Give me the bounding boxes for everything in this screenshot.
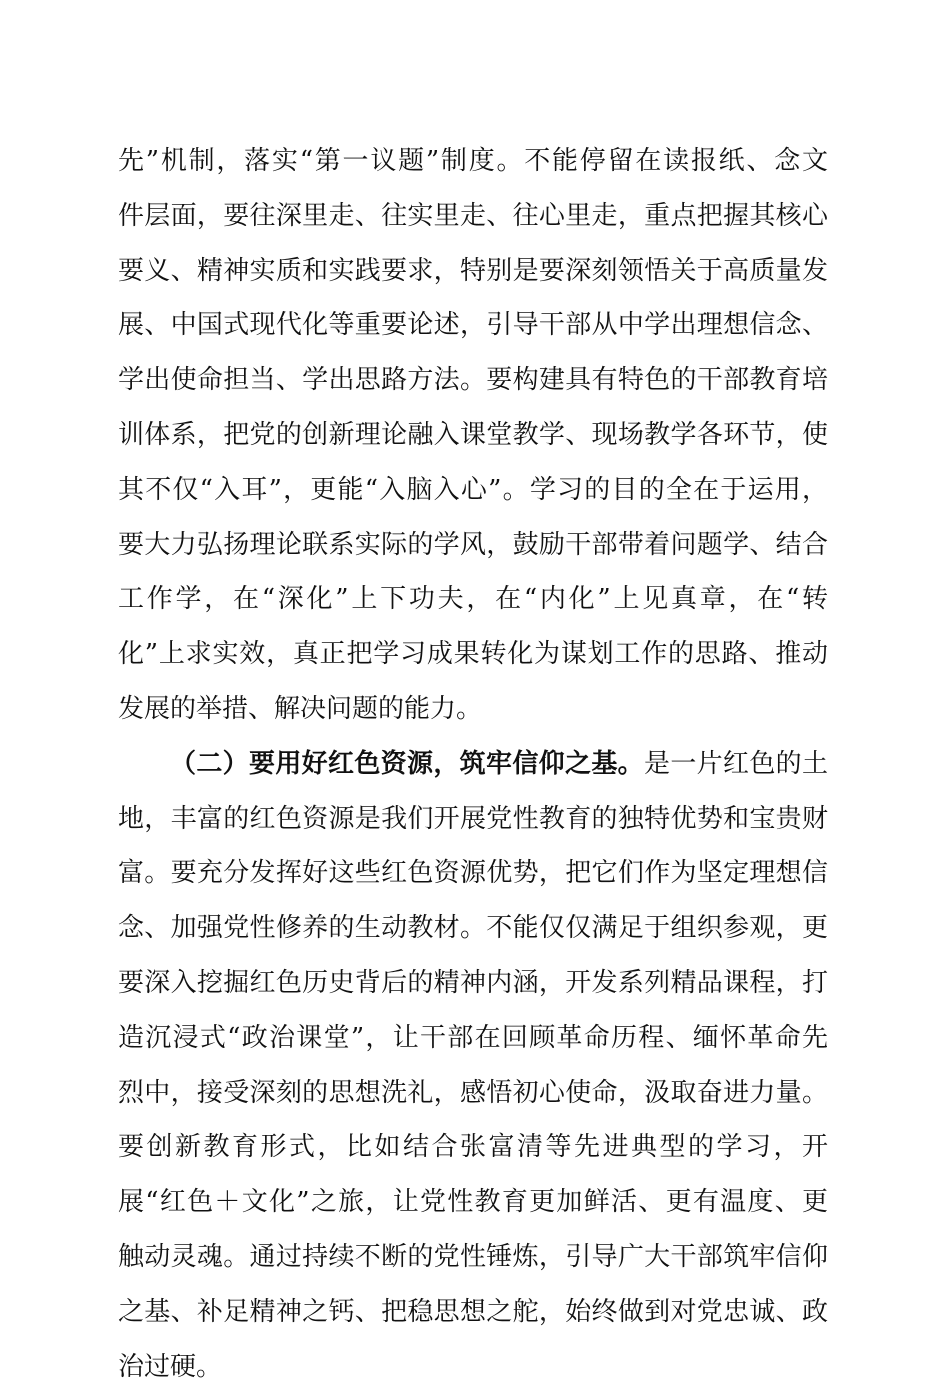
text-line: 之基、补足精神之钙、把稳思想之舵，始终做到对党忠诚、政: [118, 1296, 828, 1327]
text-line: 学出使命担当、学出思路方法。要构建具有特色的干部教育培: [118, 365, 828, 396]
text-line: 件层面，要往深里走、往实里走、往心里走，重点把握其核心: [118, 200, 828, 231]
text-line: 展“红色＋文化”之旅，让党性教育更加鲜活、更有温度、更: [118, 1187, 828, 1218]
text-line: 先”机制，落实“第一议题”制度。不能停留在读报纸、念文: [118, 146, 828, 176]
paragraph-2: [118, 743, 828, 1388]
text-line: 展、中国式现代化等重要论述，引导干部从中学出理想信念、: [118, 310, 828, 341]
text-line: 工作学，在“深化”上下功夫，在“内化”上见真章，在“转: [118, 584, 828, 615]
text-line: 触动灵魂。通过持续不断的党性锤炼，引导广大干部筑牢信仰: [118, 1241, 828, 1272]
paragraph-1: [118, 140, 828, 730]
text-line: 其不仅“入耳”，更能“入脑入心”。学习的目的全在于运用，: [118, 474, 828, 505]
text-line: 要深入挖掘红色历史背后的精神内涵，开发系列精品课程，打: [118, 967, 828, 998]
text-line: 要创新教育形式，比如结合张富清等先进典型的学习，开: [118, 1132, 828, 1163]
text-line: 治过硬。: [118, 1351, 223, 1382]
text-line: 训体系，把党的创新理论融入课堂教学、现场教学各环节，使: [118, 419, 828, 450]
text-line: 要义、精神实质和实践要求，特别是要深刻领悟关于高质量发: [118, 255, 828, 286]
paragraph-2-first-line: [118, 743, 828, 785]
text-line: 地，丰富的红色资源是我们开展党性教育的独特优势和宝贵财: [118, 803, 828, 834]
text-line: 富。要充分发挥好这些红色资源优势，把它们作为坚定理想信: [118, 858, 828, 889]
text-line: 化”上求实效，真正把学习成果转化为谋划工作的思路、推动: [118, 639, 828, 670]
text-line: 念、加强党性修养的生动教材。不能仅仅满足于组织参观，更: [118, 913, 828, 944]
text-line: 造沉浸式“政治课堂”，让干部在回顾革命历程、缅怀革命先: [118, 1022, 828, 1053]
text-span: 是一片红色的土: [643, 748, 828, 779]
text-line: 烈中，接受深刻的思想洗礼，感悟初心使命，汲取奋进力量。: [118, 1077, 828, 1108]
text-line: 要大力弘扬理论联系实际的学风，鼓励干部带着问题学、结合: [118, 529, 828, 560]
section-heading: （二）要用好红色资源，筑牢信仰之基。: [170, 748, 644, 779]
body-text: [118, 140, 828, 1400]
text-line: 发展的举措、解决问题的能力。: [118, 693, 483, 724]
